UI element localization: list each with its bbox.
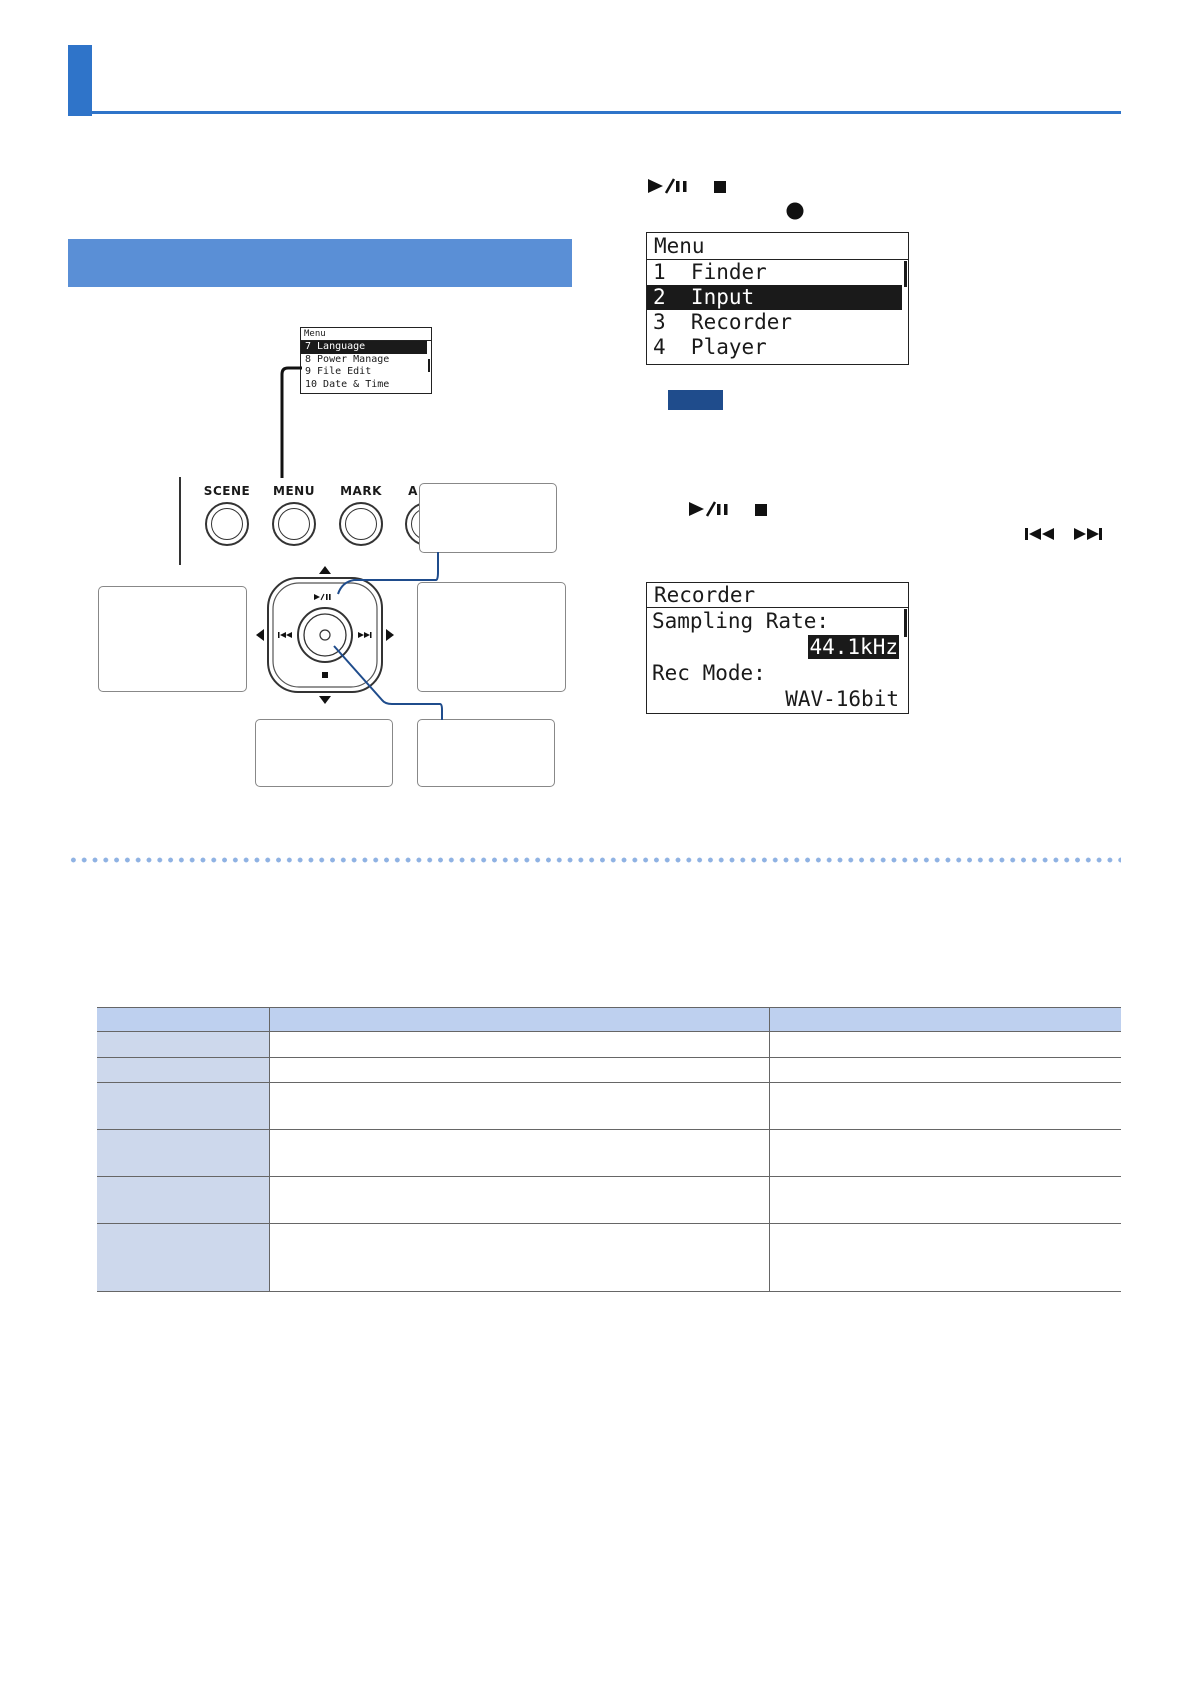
callout-left <box>98 586 247 692</box>
scrollbar <box>904 609 907 637</box>
recorder-screen <box>646 582 909 714</box>
menu-connector-line <box>270 360 310 480</box>
small-menu-item: 9 File Edit <box>305 366 372 377</box>
callout-bottom-right <box>417 719 555 787</box>
table-cell <box>769 1058 1121 1083</box>
stop-icon <box>714 181 726 193</box>
table-header-cell <box>769 1008 1121 1032</box>
table-header-cell <box>97 1008 269 1032</box>
sampling-rate-value[interactable]: 44.1kHz <box>809 635 898 659</box>
title-rule <box>68 111 1121 114</box>
note-tag <box>668 390 723 410</box>
table-cell <box>769 1224 1121 1292</box>
table-cell <box>769 1032 1121 1058</box>
table-cell <box>269 1130 769 1177</box>
settings-table <box>97 1007 1121 1292</box>
pause-icon <box>676 181 680 192</box>
small-menu-item-selected: 7 Language <box>301 341 427 354</box>
table-row <box>97 1224 1121 1292</box>
a-label: A <box>408 484 418 498</box>
table-cell <box>97 1032 269 1058</box>
table-row <box>97 1177 1121 1224</box>
table-cell <box>97 1083 269 1130</box>
mark-button[interactable] <box>339 502 383 546</box>
rec-mode-value[interactable]: WAV-16bit <box>785 687 899 711</box>
table-cell <box>97 1130 269 1177</box>
small-menu-item: 10 Date & Time <box>305 378 390 390</box>
play-pause-stop-icons <box>687 499 777 519</box>
table-cell <box>769 1130 1121 1177</box>
small-menu-screen <box>300 327 432 394</box>
sampling-rate-label: Sampling Rate: <box>652 609 830 633</box>
menu-label: MENU <box>273 484 315 498</box>
play-icon <box>648 179 663 193</box>
table-cell <box>269 1083 769 1130</box>
table-cell <box>97 1058 269 1083</box>
table-cell <box>269 1224 769 1292</box>
table-header-cell <box>269 1008 769 1032</box>
record-icon <box>785 201 805 221</box>
scrollbar <box>904 261 907 287</box>
menu-screen <box>646 232 909 365</box>
menu-button[interactable] <box>272 502 316 546</box>
table-row <box>97 1083 1121 1130</box>
mark-label: MARK <box>340 484 382 498</box>
play-pause-stop-icons <box>646 176 736 196</box>
menu-item[interactable]: 3 Recorder <box>653 310 793 334</box>
left-arrow-icon <box>256 629 264 641</box>
table-header-row <box>97 1008 1121 1032</box>
dotted-separator <box>68 857 1121 863</box>
skip-forward-icon <box>1074 528 1102 540</box>
callout-connectors <box>330 550 450 722</box>
rec-mode-label: Rec Mode: <box>652 661 766 685</box>
small-menu-item: 8 Power Manage <box>305 353 390 365</box>
callout-play-pause <box>419 483 557 553</box>
pad-stop-icon <box>322 672 328 678</box>
scene-label: SCENE <box>203 484 251 498</box>
table-cell <box>769 1083 1121 1130</box>
skip-back-icon <box>1025 528 1054 540</box>
skip-icons <box>1024 525 1124 543</box>
section-heading-bar <box>68 239 572 287</box>
table-row <box>97 1032 1121 1058</box>
table-cell <box>269 1032 769 1058</box>
scene-button[interactable] <box>205 502 249 546</box>
small-menu-title: Menu <box>301 328 431 341</box>
table-cell <box>97 1224 269 1292</box>
menu-item-selected[interactable]: 2 Input <box>647 285 902 310</box>
menu-screen-title: Menu <box>647 233 908 260</box>
menu-item[interactable]: 1 Finder <box>653 260 767 284</box>
table-row <box>97 1130 1121 1177</box>
chapter-marker <box>68 45 92 116</box>
table-row <box>97 1058 1121 1083</box>
panel-divider <box>179 477 181 565</box>
table-cell <box>269 1177 769 1224</box>
table-cell <box>769 1177 1121 1224</box>
table-cell <box>269 1058 769 1083</box>
callout-bottom-left <box>255 719 393 787</box>
table-cell <box>97 1177 269 1224</box>
scrollbar <box>428 359 430 372</box>
recorder-screen-title: Recorder <box>647 583 908 608</box>
menu-item[interactable]: 4 Player <box>653 335 767 359</box>
